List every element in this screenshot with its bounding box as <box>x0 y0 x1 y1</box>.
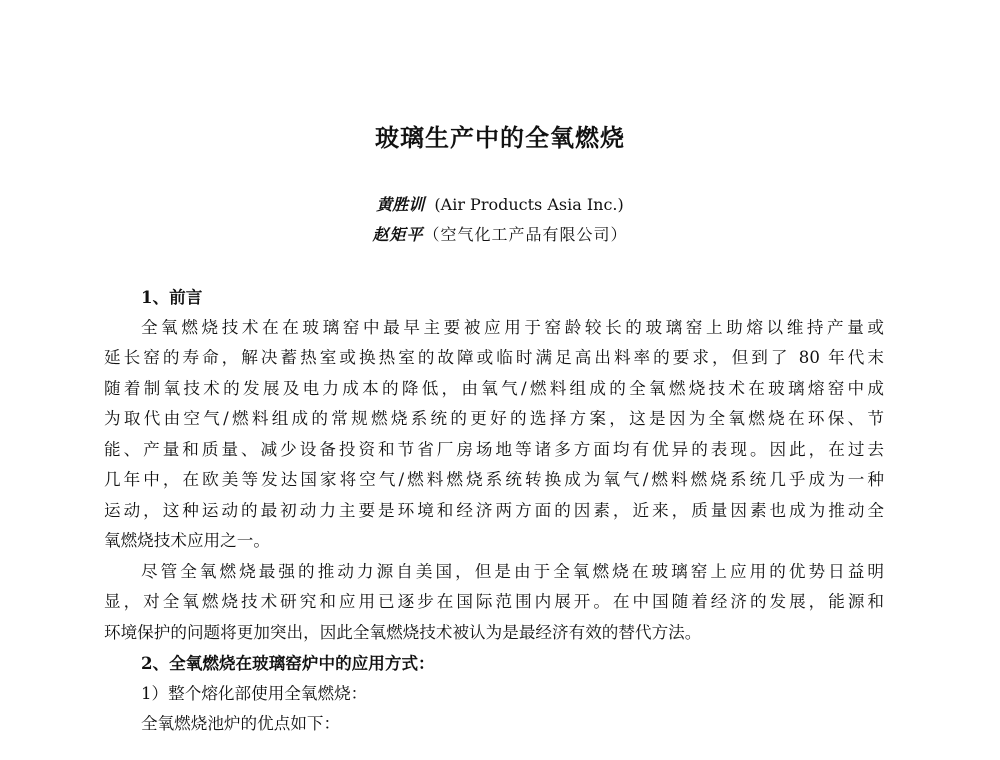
paragraph-line: 环境保护的问题将更加突出，因此全氧燃烧技术被认为是最经济有效的替代方法。 <box>104 622 702 642</box>
author-line-1 <box>0 192 1000 215</box>
paragraph-line: 能、产量和质量、减少设备投资和节省厂房场地等诸多方面均有优异的表现。因此，在过去 <box>104 439 884 459</box>
paragraph-line: 显，对全氧燃烧技术研究和应用已逐步在国际范围内展开。在中国随着经济的发展，能源和 <box>104 592 884 611</box>
paragraph-line: 延长窑的寿命，解决蓄热室或换热室的故障或临时满足高出料率的要求，但到了 80 年代末 <box>104 348 884 367</box>
paper-title: 玻璃生产中的全氧燃烧 <box>375 123 625 152</box>
section-heading-intro: 1、前言 <box>141 287 203 307</box>
subsection-heading: 1）整个熔化部使用全氧燃烧： <box>141 683 368 703</box>
paragraph-intro <box>104 313 884 557</box>
author-line-2 <box>0 222 1000 245</box>
paragraph-line: 氧燃烧技术应用之一。 <box>104 531 270 550</box>
author-name: 赵矩平 <box>372 225 424 244</box>
author-affiliation: (Air Products Asia Inc.) <box>434 195 624 214</box>
subsection-text: 全氧燃烧池炉的优点如下： <box>141 714 341 733</box>
author-affiliation: （空气化工产品有限公司） <box>423 225 628 244</box>
body-text <box>104 282 884 740</box>
paragraph-background <box>104 557 884 649</box>
paragraph-line: 尽管全氧燃烧最强的推动力源自美国，但是由于全氧燃烧在玻璃窑上应用的优势日益明 <box>141 561 884 581</box>
paragraph-line: 运动，这种运动的最初动力主要是环境和经济两方面的因素，近来，质量因素也成为推动全 <box>104 500 884 520</box>
paragraph-line: 为取代由空气/燃料组成的常规燃烧系统的更好的选择方案，这是因为全氧燃烧在环保、节 <box>104 409 884 428</box>
paragraph-line: 全氧燃烧技术在在玻璃窑中最早主要被应用于窑龄较长的玻璃窑上助熔以维持产量或 <box>141 317 884 337</box>
author-name: 黄胜训 <box>376 195 425 214</box>
section-heading-application: 2、全氧燃烧在玻璃窑炉中的应用方式： <box>141 653 435 673</box>
paragraph-line: 随着制氧技术的发展及电力成本的降低，由氧气/燃料组成的全氧燃烧技术在玻璃熔窑中成 <box>104 378 884 398</box>
paragraph-line: 几年中，在欧美等发达国家将空气/燃料燃烧系统转换成为氧气/燃料燃烧系统几乎成为一种 <box>104 470 884 489</box>
